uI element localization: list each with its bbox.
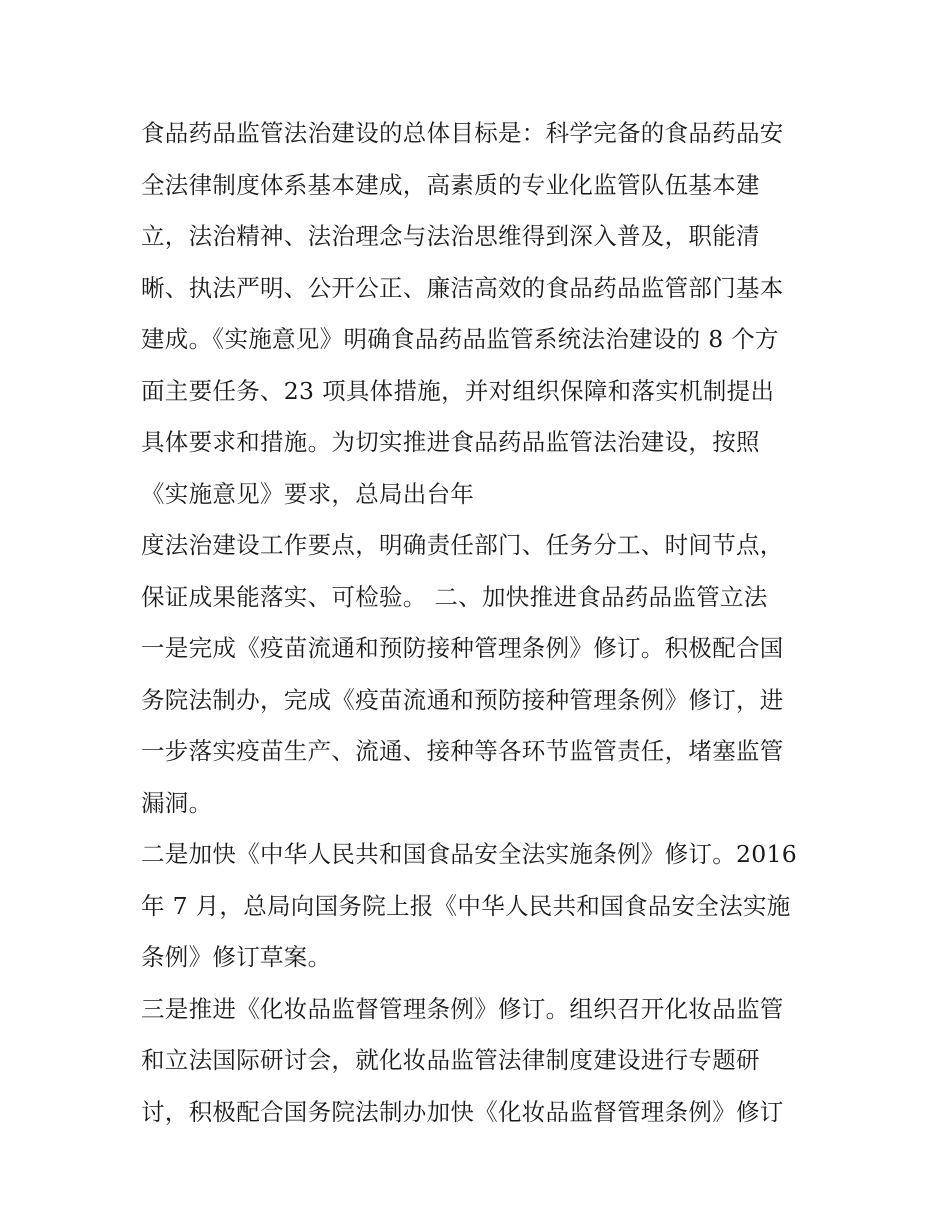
text-line: 一是完成《疫苗流通和预防接种管理条例》修订。积极配合国 <box>141 634 784 662</box>
text-line: 务院法制办，完成《疫苗流通和预防接种管理条例》修订，进 <box>141 685 784 714</box>
text-line: 立，法治精神、法治理念与法治思维得到深入普及，职能清 <box>141 222 760 250</box>
text-line: 三是推进《化妆品监督管理条例》修订。组织召开化妆品监管 <box>141 994 784 1023</box>
text-line: 条例》修订草案。 <box>141 943 332 971</box>
text-line: 《实施意见》要求，总局出台年 <box>141 479 475 508</box>
text-line: 讨，积极配合国务院法制办加快《化妆品监督管理条例》修订 <box>141 1097 784 1126</box>
text-line: 具体要求和措施。为切实推进食品药品监管法治建设，按照 <box>141 428 760 456</box>
text-line: 全法律制度体系基本建成，高素质的专业化监管队伍基本建 <box>141 170 760 199</box>
body-text <box>141 108 813 1138</box>
text-line: 和立法国际研讨会，就化妆品监管法律制度建设进行专题研 <box>141 1046 760 1074</box>
text-line: 度法治建设工作要点，明确责任部门、任务分工、时间节点， <box>141 531 784 559</box>
text-line: 一步落实疫苗生产、流通、接种等各环节监管责任，堵塞监管 <box>141 737 784 765</box>
text-line: 二是加快《中华人民共和国食品安全法实施条例》修订。2016 <box>141 840 798 868</box>
text-line: 保证成果能落实、可检验。 二、加快推进食品药品监管立法 <box>141 582 768 611</box>
text-line: 建成。《实施意见》明确食品药品监管系统法治建设的 8 个方 <box>141 325 779 353</box>
text-line: 晰、执法严明、公开公正、廉洁高效的食品药品监管部门基本 <box>141 273 784 302</box>
text-line: 面主要任务、23 项具体措施，并对组织保障和落实机制提出 <box>141 376 775 405</box>
text-line: 食品药品监管法治建设的总体目标是：科学完备的食品药品安 <box>141 119 784 147</box>
text-line: 年 7 月，总局向国务院上报《中华人民共和国食品安全法实施 <box>141 891 791 920</box>
text-line: 漏洞。 <box>141 788 213 817</box>
